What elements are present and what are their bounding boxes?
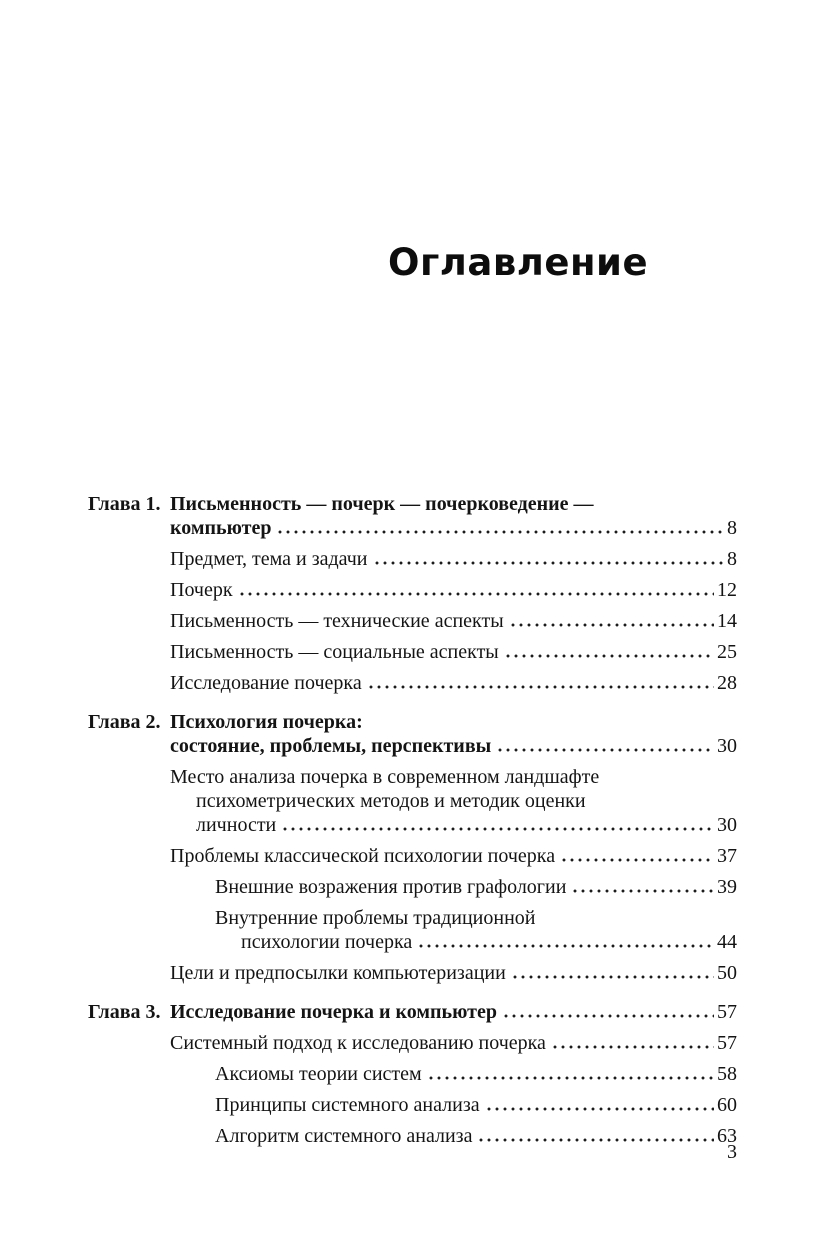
chapter-label: Глава 3. bbox=[88, 1001, 161, 1023]
toc-entry-text: Предмет, тема и задачи bbox=[170, 548, 368, 570]
toc-entry-line bbox=[170, 578, 737, 602]
toc-entry bbox=[88, 1124, 737, 1148]
dot-leader bbox=[571, 875, 714, 899]
page-title: Оглавление bbox=[388, 241, 649, 284]
toc-entry-text: Внешние возражения против графологии bbox=[215, 876, 567, 898]
toc-entry-chapter bbox=[88, 1000, 737, 1024]
dot-leader bbox=[281, 813, 714, 837]
dot-leader bbox=[417, 930, 714, 954]
toc-page-number: 12 bbox=[717, 579, 737, 601]
toc-entry-line bbox=[170, 734, 737, 758]
toc-page-number: 58 bbox=[717, 1063, 737, 1085]
toc-entry bbox=[88, 640, 737, 664]
toc-entry-text: Письменность — социальные аспекты bbox=[170, 641, 499, 663]
toc-entry bbox=[88, 961, 737, 985]
toc-page-number: 30 bbox=[717, 814, 737, 836]
toc-entry bbox=[88, 671, 737, 695]
toc-entry bbox=[88, 547, 737, 571]
toc-entry-line bbox=[215, 1062, 737, 1086]
toc-entry-text: компьютер bbox=[170, 517, 272, 539]
toc-list bbox=[88, 492, 737, 1148]
toc-entry bbox=[88, 906, 737, 954]
toc-entry-line bbox=[170, 640, 737, 664]
toc-entry-line bbox=[170, 813, 737, 837]
toc-page-number: 8 bbox=[727, 548, 737, 570]
toc-entry-text: состояние, проблемы, перспективы bbox=[170, 735, 492, 757]
chapter-title-block bbox=[170, 710, 737, 758]
toc-entry-line bbox=[215, 906, 737, 930]
toc-entry bbox=[88, 765, 737, 837]
toc-page-number: 28 bbox=[717, 672, 737, 694]
toc-entry bbox=[88, 1031, 737, 1055]
toc-entry bbox=[88, 578, 737, 602]
dot-leader bbox=[367, 671, 714, 695]
folio-page-number: 3 bbox=[727, 1141, 737, 1163]
toc-entry-line bbox=[170, 547, 737, 571]
toc-entry bbox=[88, 844, 737, 868]
toc-entry-text: Алгоритм системного анализа bbox=[215, 1125, 473, 1147]
toc-entry-line bbox=[170, 765, 737, 789]
toc-entry-text: Проблемы классической психологии почерка bbox=[170, 845, 556, 867]
toc-page-number: 63 bbox=[717, 1125, 737, 1147]
toc-page-number: 50 bbox=[717, 962, 737, 984]
toc-entry-line bbox=[170, 492, 737, 516]
toc-entry-line bbox=[170, 671, 737, 695]
toc-page-number: 57 bbox=[717, 1001, 737, 1023]
dot-leader bbox=[511, 961, 714, 985]
toc-entry-text: Письменность — почерк — почерковедение — bbox=[170, 493, 594, 515]
dot-leader bbox=[496, 734, 714, 758]
chapter-label: Глава 2. bbox=[88, 711, 161, 733]
chapter-title-block bbox=[170, 492, 737, 540]
toc-entry bbox=[88, 1093, 737, 1117]
toc-entry-text: Принципы системного анализа bbox=[215, 1094, 480, 1116]
dot-leader bbox=[477, 1124, 714, 1148]
dot-leader bbox=[502, 1000, 714, 1024]
toc-entry-line bbox=[215, 875, 737, 899]
toc-entry-text: личности bbox=[196, 814, 277, 836]
toc-entry-line bbox=[170, 516, 737, 540]
toc-entry-line bbox=[170, 789, 737, 813]
toc-entry-line bbox=[170, 1000, 737, 1024]
toc-entry-chapter bbox=[88, 492, 737, 540]
toc-page-number: 44 bbox=[717, 931, 737, 953]
chapter-title-block bbox=[170, 1000, 737, 1024]
toc-page-number: 14 bbox=[717, 610, 737, 632]
toc-entry bbox=[88, 1062, 737, 1086]
toc-entry-text: Исследование почерка bbox=[170, 672, 362, 694]
toc-page-number: 57 bbox=[717, 1032, 737, 1054]
toc-entry-text: Психология почерка: bbox=[170, 711, 363, 733]
toc-entry bbox=[88, 609, 737, 633]
toc-page-number: 25 bbox=[717, 641, 737, 663]
dot-leader bbox=[509, 609, 714, 633]
toc-entry bbox=[88, 875, 737, 899]
dot-leader bbox=[560, 844, 714, 868]
toc-entry-line bbox=[170, 844, 737, 868]
toc-entry-line bbox=[215, 930, 737, 954]
toc-page-number: 8 bbox=[727, 517, 737, 539]
toc-page-number: 39 bbox=[717, 876, 737, 898]
toc-entry-line bbox=[170, 609, 737, 633]
dot-leader bbox=[427, 1062, 714, 1086]
toc-entry-text: Системный подход к исследованию почерка bbox=[170, 1032, 546, 1054]
dot-leader bbox=[373, 547, 724, 571]
toc-entry-chapter bbox=[88, 710, 737, 758]
dot-leader bbox=[504, 640, 714, 664]
toc-entry-text: Место анализа почерка в современном ландшафте bbox=[170, 766, 600, 788]
toc-entry-line bbox=[215, 1093, 737, 1117]
toc-entry-line bbox=[170, 710, 737, 734]
dot-leader bbox=[276, 516, 724, 540]
toc-entry-text: Цели и предпосылки компьютеризации bbox=[170, 962, 506, 984]
toc-entry-text: Письменность — технические аспекты bbox=[170, 610, 504, 632]
toc-entry-line bbox=[170, 1031, 737, 1055]
toc-page-number: 37 bbox=[717, 845, 737, 867]
dot-leader bbox=[238, 578, 714, 602]
toc-entry-text: Внутренние проблемы традиционной bbox=[215, 907, 536, 929]
dot-leader bbox=[485, 1093, 714, 1117]
toc-entry-line bbox=[170, 961, 737, 985]
toc-entry-text: психологии почерка bbox=[241, 931, 413, 953]
dot-leader bbox=[551, 1031, 714, 1055]
chapter-label: Глава 1. bbox=[88, 493, 161, 515]
toc-entry-text: психометрических методов и методик оценки bbox=[196, 790, 586, 812]
toc-page-number: 30 bbox=[717, 735, 737, 757]
toc-page-number: 60 bbox=[717, 1094, 737, 1116]
toc-entry-line bbox=[215, 1124, 737, 1148]
toc-entry-text: Аксиомы теории систем bbox=[215, 1063, 422, 1085]
toc-entry-text: Исследование почерка и компьютер bbox=[170, 1001, 497, 1023]
toc-entry-text: Почерк bbox=[170, 579, 233, 601]
